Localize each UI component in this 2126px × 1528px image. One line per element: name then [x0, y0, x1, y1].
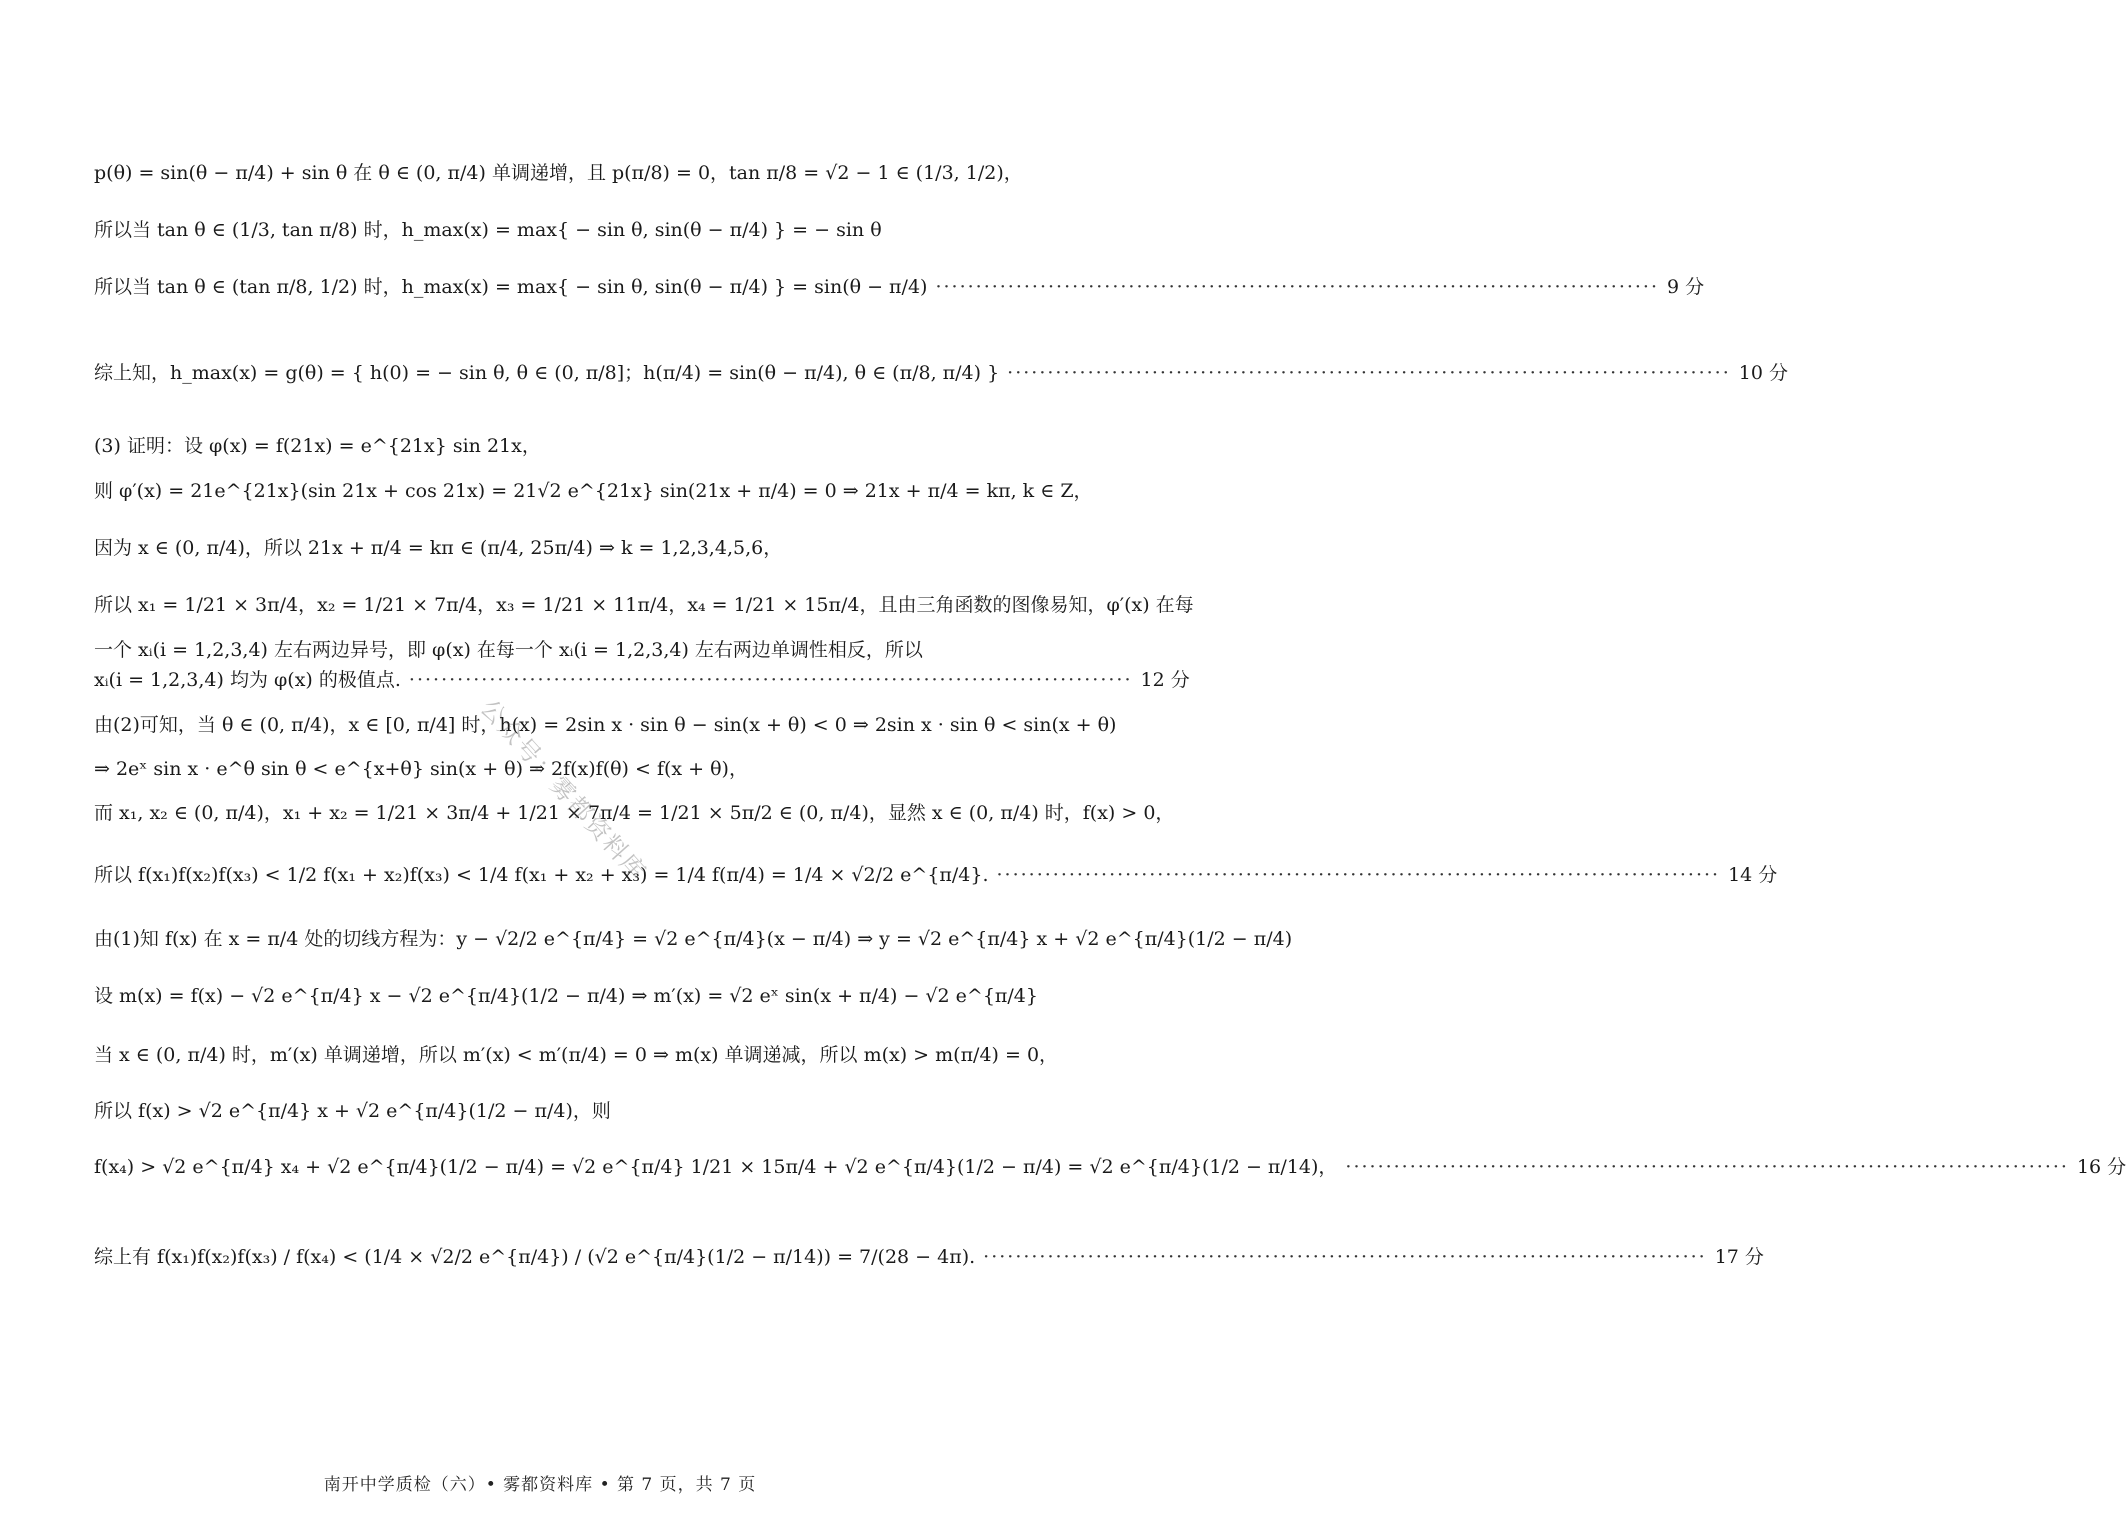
solution-line [94, 1096, 1018, 1126]
page-footer: 南开中学质检（六）• 雾都资料库 • 第 7 页，共 7 页 [323, 1475, 757, 1495]
leader-dots [1345, 1152, 2069, 1182]
line-text: 设 m(x) = f(x) − √2 e^{π/4} x − √2 e^{π/4}(1/2 − π/4) ⇒ m′(x) = √2 eˣ sin(x + π/4) − √2 e^{π/4} [94, 985, 1038, 1007]
line-text: 而 x₁, x₂ ∈ (0, π/4)，x₁ + x₂ = 1/21 × 3π/4 + 1/21 × 7π/4 = 1/21 × 5π/2 ∈ (0, π/4)，显然 x ∈ (0, π/4) 时，f(x) > 0， [94, 802, 1175, 824]
solution-line [94, 533, 1018, 563]
score-label: 10 分 [1738, 362, 1788, 384]
solution-line [94, 1152, 2126, 1182]
solution-line [94, 924, 1293, 954]
solution-line [94, 981, 1038, 1011]
leader-dots [983, 1242, 1707, 1272]
solution-line [94, 272, 1705, 302]
solution-line [94, 635, 1018, 665]
line-text: xᵢ(i = 1,2,3,4) 均为 φ(x) 的极值点. [94, 669, 401, 691]
solution-line [94, 665, 1190, 695]
line-text: 一个 xᵢ(i = 1,2,3,4) 左右两边异号，即 φ(x) 在每一个 xᵢ(i = 1,2,3,4) 左右两边单调性相反，所以 [94, 639, 923, 661]
line-text: 所以 f(x₁)f(x₂)f(x₃) < 1/2 f(x₁ + x₂)f(x₃) < 1/4 f(x₁ + x₂ + x₃) = 1/4 f(π/4) = 1/4 × √2/2 e^{π/4}. [94, 864, 989, 886]
line-text: 当 x ∈ (0, π/4) 时，m′(x) 单调递增，所以 m′(x) < m′(π/4) = 0 ⇒ m(x) 单调递减，所以 m(x) > m(π/4) = 0， [94, 1044, 1059, 1066]
solution-line [94, 358, 1788, 388]
solution-line [94, 158, 1023, 188]
score-label: 9 分 [1667, 276, 1705, 298]
line-text: 所以 x₁ = 1/21 × 3π/4，x₂ = 1/21 × 7π/4，x₃ = 1/21 × 11π/4，x₄ = 1/21 × 15π/4，且由三角函数的图像易知，φ′(x) 在每 [94, 594, 1194, 616]
line-text: ⇒ 2eˣ sin x · e^θ sin θ < e^{x+θ} sin(x + θ) ⇒ 2f(x)f(θ) < f(x + θ)， [94, 758, 748, 780]
solution-line [94, 710, 1117, 740]
line-text: 所以当 tan θ ∈ (tan π/8, 1/2) 时，h_max(x) = max{ − sin θ, sin(θ − π/4) } = sin(θ − π/4) [94, 276, 928, 298]
line-text: 综上有 f(x₁)f(x₂)f(x₃) / f(x₄) < (1/4 × √2/2 e^{π/4}) / (√2 e^{π/4}(1/2 − π/14)) = 7/(28 − 4π). [94, 1246, 976, 1268]
line-text: 所以 f(x) > √2 e^{π/4} x + √2 e^{π/4}(1/2 − π/4)，则 [94, 1100, 611, 1122]
line-text: 则 φ′(x) = 21e^{21x}(sin 21x + cos 21x) = 21√2 e^{21x} sin(21x + π/4) = 0 ⇒ 21x + π/4 = kπ, k ∈ Z， [94, 480, 1093, 502]
solution-line [94, 1242, 1764, 1272]
score-label: 12 分 [1140, 669, 1190, 691]
solution-line [94, 215, 1018, 245]
watermark: 公众号：雾都资料库 [474, 694, 653, 887]
line-text: (3) 证明：设 φ(x) = f(21x) = e^{21x} sin 21x， [94, 435, 541, 457]
leader-dots [409, 665, 1133, 695]
line-text: f(x₄) > √2 e^{π/4} x₄ + √2 e^{π/4}(1/2 − π/4) = √2 e^{π/4} 1/21 × 15π/4 + √2 e^{π/4}(1/2 − π/4) = √2 e^{π/4}(1/2 − π/14)， [94, 1156, 1338, 1178]
line-text: 由(1)知 f(x) 在 x = π/4 处的切线方程为：y − √2/2 e^{π/4} = √2 e^{π/4}(x − π/4) ⇒ y = √2 e^{π/4} x + √2 e^{π/4}(1/2 − π/4) [94, 928, 1293, 950]
line-text: 由(2)可知，当 θ ∈ (0, π/4)，x ∈ [0, π/4] 时，h(x) = 2sin x · sin θ − sin(x + θ) < 0 ⇒ 2sin x · sin θ < sin(x + θ) [94, 714, 1117, 736]
leader-dots [997, 860, 1721, 890]
line-text: 所以当 tan θ ∈ (1/3, tan π/8) 时，h_max(x) = max{ − sin θ, sin(θ − π/4) } = − sin θ [94, 219, 882, 241]
solution-line [94, 590, 1194, 620]
solution-line [94, 1040, 1059, 1070]
leader-dots [1007, 358, 1731, 388]
solution-line [94, 431, 1018, 461]
line-text: p(θ) = sin(θ − π/4) + sin θ 在 θ ∈ (0, π/4) 单调递增，且 p(π/8) = 0，tan π/8 = √2 − 1 ∈ (1/3, 1/2)， [94, 162, 1023, 184]
score-label: 17 分 [1714, 1246, 1764, 1268]
score-label: 14 分 [1728, 864, 1778, 886]
leader-dots [935, 272, 1659, 302]
line-text: 综上知，h_max(x) = g(θ) = { h(0) = − sin θ, θ ∈ (0, π/8]；h(π/4) = sin(θ − π/4), θ ∈ (π/8, π/4) } [94, 362, 1000, 384]
solution-line [94, 860, 1778, 890]
score-label: 16 分 [2076, 1156, 2126, 1178]
solution-line [94, 476, 1093, 506]
line-text: 因为 x ∈ (0, π/4)，所以 21x + π/4 = kπ ∈ (π/4, 25π/4) ⇒ k = 1,2,3,4,5,6， [94, 537, 783, 559]
